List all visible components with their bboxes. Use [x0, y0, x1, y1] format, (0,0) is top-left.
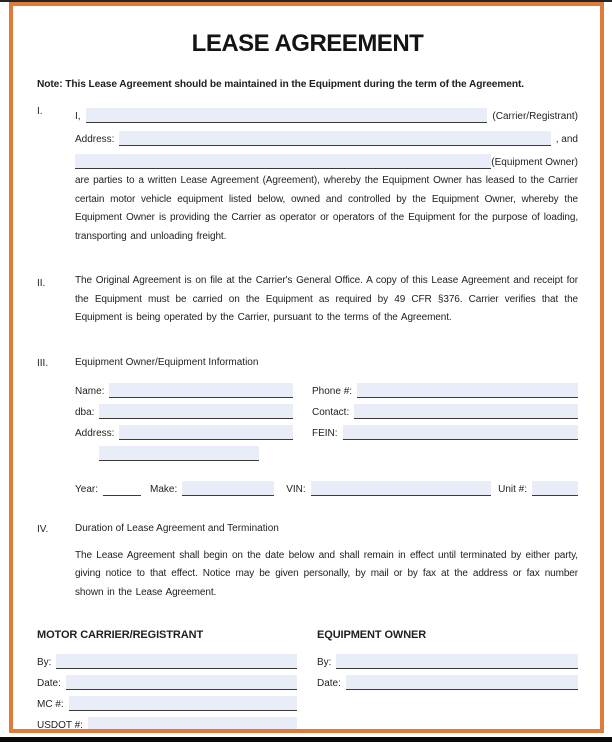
owner-dba-input[interactable] — [99, 404, 293, 419]
carrier-by-input[interactable] — [56, 654, 297, 669]
section-i-numeral: I. — [37, 106, 43, 117]
section-i-paragraph: are parties to a written Lease Agreement (Agreement), whereby the Equipment Owner has leased to the Carrier certain motor vehicle equipment listed below, owned and controlled by the Equipment Owner, whereby the Equipment Owner is providing the Carrier as operator or operators of the Equipment for the purpose of loading, transporting and unloading freight. — [75, 175, 578, 242]
owner-name-input[interactable] — [109, 383, 293, 398]
vehicle-unit-label: Unit #: — [498, 483, 527, 495]
section-i — [37, 100, 578, 246]
equipment-owner-block — [317, 628, 578, 732]
section-iii-heading: Equipment Owner/Equipment Information — [75, 356, 259, 368]
owner-fein-input[interactable] — [343, 425, 578, 440]
carrier-date-label: Date: — [37, 678, 61, 689]
owner-date-row — [317, 669, 578, 690]
equipment-owner-heading: EQUIPMENT OWNER — [317, 629, 427, 641]
vehicle-make-input[interactable] — [182, 481, 274, 496]
vehicle-vin-input[interactable] — [311, 481, 491, 496]
owner-name-row — [75, 377, 293, 398]
address-suffix: , and — [555, 134, 578, 145]
owner-by-input[interactable] — [336, 654, 578, 669]
owner-fein-row — [312, 419, 578, 440]
owner-info-left-column — [75, 377, 293, 461]
owner-date-label: Date: — [317, 678, 341, 689]
vehicle-year-input[interactable] — [103, 481, 141, 496]
owner-info-right-column — [312, 377, 578, 461]
motor-carrier-heading: MOTOR CARRIER/REGISTRANT — [37, 629, 204, 641]
section-iv-heading: Duration of Lease Agreement and Termination — [75, 522, 279, 534]
equipment-owner-suffix: (Equipment Owner) — [491, 157, 578, 168]
mc-number-input[interactable] — [69, 696, 297, 711]
screenshot-bottom-edge — [0, 737, 612, 742]
section-iii-body — [75, 352, 578, 496]
usdot-number-input[interactable] — [88, 717, 297, 732]
lease-agreement-page — [9, 2, 604, 733]
owner-date-input[interactable] — [346, 675, 578, 690]
motor-carrier-rows — [37, 648, 297, 732]
section-iii-numeral: III. — [37, 357, 49, 369]
vehicle-year-label: Year: — [75, 483, 98, 495]
owner-by-label: By: — [317, 657, 332, 668]
carrier-by-row — [37, 648, 297, 669]
page-title: LEASE AGREEMENT — [191, 30, 424, 57]
owner-address2-input[interactable] — [99, 446, 259, 461]
owner-address-row — [75, 419, 293, 440]
owner-contact-label: Contact: — [312, 406, 350, 418]
carrier-registrant-suffix: (Carrier/Registrant) — [492, 111, 578, 122]
section-iv-paragraph: The Lease Agreement shall begin on the date below and shall remain in effect until terminated by either party, giving notice to that effect. Notice may be given personally, by mail or by fax at the address or fax number shown in the Lease Agreement. — [75, 549, 578, 598]
owner-phone-row — [312, 377, 578, 398]
section-ii — [37, 272, 578, 328]
owner-phone-input[interactable] — [357, 383, 578, 398]
intro-prefix-label: I, — [75, 111, 81, 122]
usdot-number-label: USDOT #: — [37, 720, 83, 731]
vehicle-vin-label: VIN: — [286, 483, 306, 495]
owner-by-row — [317, 648, 578, 669]
equipment-owner-input[interactable] — [75, 154, 491, 169]
equipment-owner-rows — [317, 648, 578, 690]
owner-address-label: Address: — [75, 427, 115, 439]
carrier-registrant-input[interactable] — [86, 108, 488, 123]
section-iv — [37, 518, 578, 603]
mc-number-label: MC #: — [37, 699, 64, 710]
owner-contact-row — [312, 398, 578, 419]
address-label: Address: — [75, 134, 115, 145]
section-ii-paragraph: The Original Agreement is on file at the Carrier's General Office. A copy of this Lease Agreement and receipt for the Equipment must be carried on the Equipment as required by 49 CFR §376. Carrier verifies that the Equipment is being operated by the Carrier, pursuant to the terms of the Agreement. — [75, 275, 578, 323]
owner-dba-row — [75, 398, 293, 419]
owner-name-label: Name: — [75, 385, 105, 397]
owner-fein-label: FEIN: — [312, 427, 338, 439]
section-i-body — [75, 100, 578, 246]
carrier-name-row — [75, 100, 578, 123]
owner-contact-input[interactable] — [354, 404, 578, 419]
carrier-mc-row — [37, 690, 297, 711]
carrier-usdot-row — [37, 711, 297, 732]
section-iii — [37, 352, 578, 496]
vehicle-info-row — [75, 475, 578, 496]
carrier-date-input[interactable] — [66, 675, 297, 690]
section-ii-numeral: II. — [37, 278, 46, 289]
owner-phone-label: Phone #: — [312, 385, 353, 397]
owner-address2-row — [75, 440, 293, 461]
motor-carrier-block — [37, 628, 297, 732]
carrier-address-row — [75, 123, 578, 146]
vehicle-make-label: Make: — [149, 483, 178, 495]
signature-blocks — [37, 628, 578, 732]
owner-info-fields — [75, 377, 578, 461]
note-text: Note: This Lease Agreement should be maintained in the Equipment during the term of the Agreement. — [37, 79, 524, 90]
carrier-by-label: By: — [37, 657, 52, 668]
vehicle-unit-input[interactable] — [532, 481, 578, 496]
section-iv-numeral: IV. — [37, 523, 49, 535]
carrier-address-input[interactable] — [119, 131, 550, 146]
owner-address-input[interactable] — [119, 425, 293, 440]
equipment-owner-row — [75, 146, 578, 169]
section-iv-body — [75, 518, 578, 603]
owner-dba-label: dba: — [75, 406, 95, 418]
carrier-date-row — [37, 669, 297, 690]
